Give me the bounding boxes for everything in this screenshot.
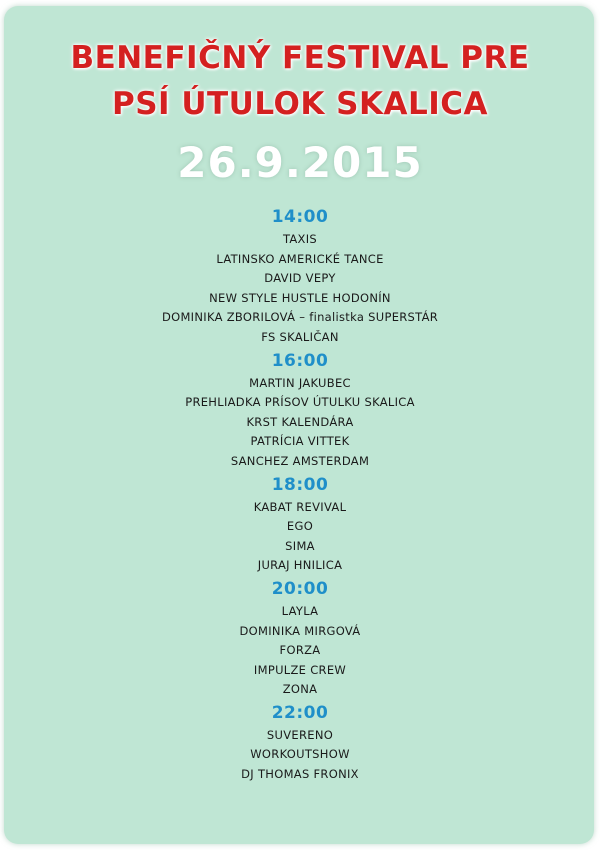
act-item: EGO [286, 519, 314, 534]
time-slot-1800 [0, 472, 600, 576]
act-item: FORZA [279, 643, 321, 658]
act-item: MARTIN JAKUBEC [249, 375, 351, 390]
act-item: KRST KALENDÁRA [246, 414, 354, 429]
time-slot-2000 [0, 576, 600, 700]
act-item: DOMINIKA MIRGOVÁ [239, 623, 361, 638]
festival-title-line-2: PSÍ ÚTULOK SKALICA [111, 86, 489, 122]
act-item: WORKOUTSHOW [250, 747, 350, 762]
act-item: DOMINIKA ZBORILOVÁ – finalistka SUPERSTÁR [161, 310, 439, 325]
time-label: 22:00 [271, 702, 329, 723]
time-slot-2200 [0, 700, 600, 785]
act-item: IMPULZE CREW [253, 662, 347, 677]
program-schedule [0, 204, 600, 785]
festival-title-line-1: BENEFIČNÝ FESTIVAL PRE [70, 40, 530, 76]
act-item: SIMA [285, 538, 315, 553]
time-label: 16:00 [271, 350, 329, 371]
time-slot-1400 [0, 204, 600, 348]
festival-date: 26.9.2015 [177, 138, 423, 187]
act-item: SUVERENO [266, 727, 334, 742]
act-item: KABAT REVIVAL [253, 499, 347, 514]
time-label: 18:00 [271, 474, 329, 495]
time-slot-1600 [0, 348, 600, 472]
act-item: ZONA [282, 682, 318, 697]
act-item: DAVID VEPY [264, 271, 336, 286]
act-item: JURAJ HNILICA [257, 558, 343, 573]
act-item: LATINSKO AMERICKÉ TANCE [216, 251, 384, 266]
time-label: 14:00 [271, 207, 329, 227]
act-item: DJ THOMAS FRONIX [241, 767, 359, 782]
act-item: FS SKALIČAN [261, 329, 339, 344]
act-item: SANCHEZ AMSTERDAM [230, 453, 370, 468]
act-item: PREHLIADKA PRÍSOV ÚTULKU SKALICA [185, 395, 415, 410]
act-item: TAXIS [282, 232, 318, 246]
time-label: 20:00 [271, 578, 329, 599]
act-item: LAYLA [281, 603, 319, 618]
act-item: NEW STYLE HUSTLE HODONÍN [209, 290, 391, 305]
act-item: PATRÍCIA VITTEK [250, 434, 350, 449]
